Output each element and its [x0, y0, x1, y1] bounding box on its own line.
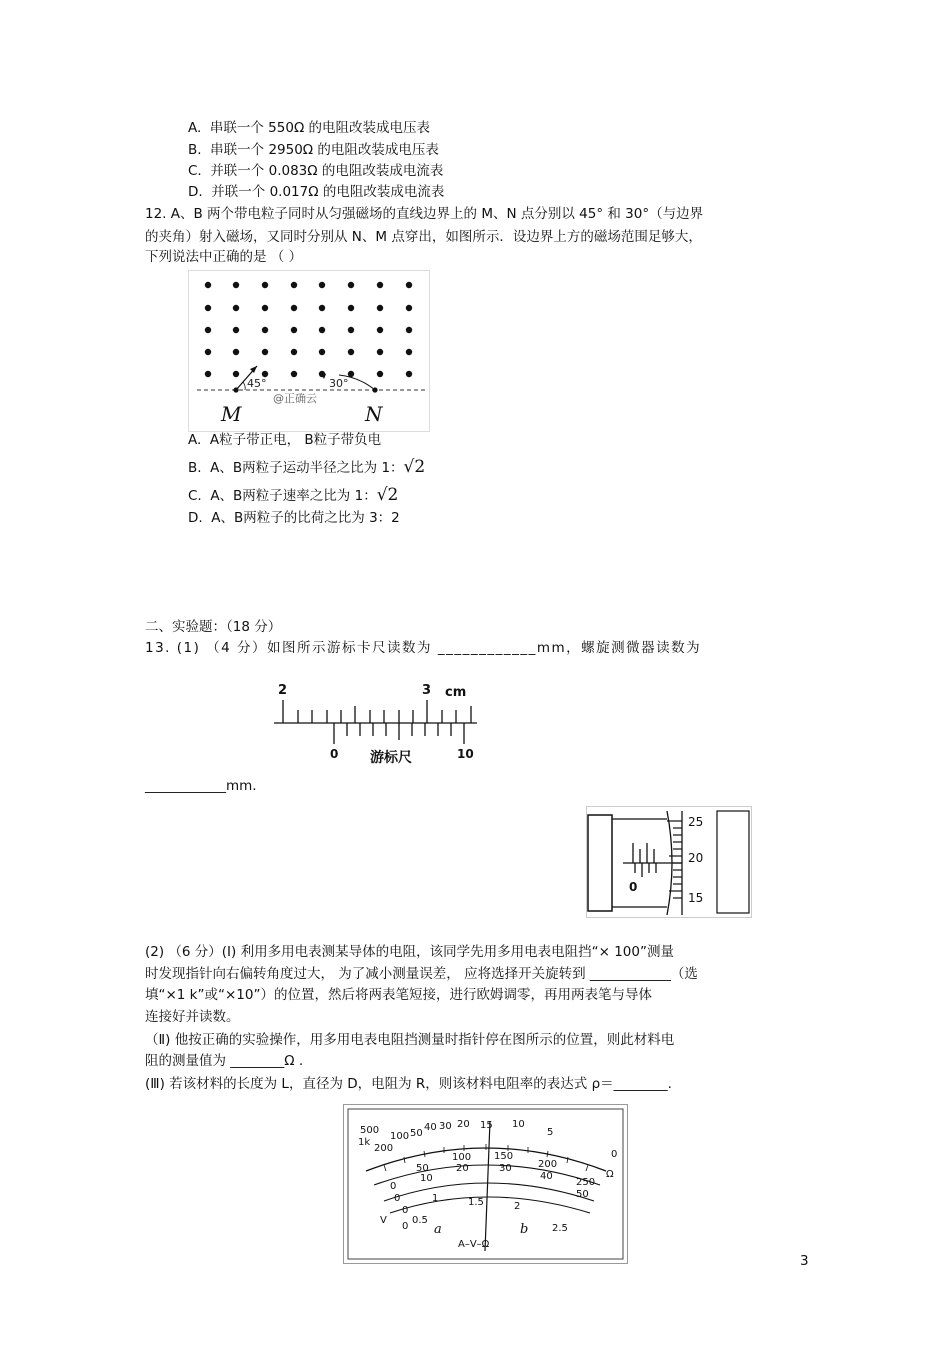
ohm-1k: 1k — [358, 1137, 371, 1148]
low-1: 1 — [432, 1193, 439, 1204]
q13-part2-line2: 时发现指针向右偏转角度过大， 为了减小测量误差， 应将选择开关旋转到 ____________（选 — [145, 966, 698, 982]
ohm-100: 100 — [390, 1131, 410, 1142]
q12-stem-line2: 的夹角）射入磁场，又同时分别从 N、M 点穿出，如图所示．设边界上方的磁场范围足够大， — [145, 229, 702, 245]
point-m-label: M — [221, 402, 242, 426]
q12-stem-line3: 下列说法中正确的是 （ ） — [145, 249, 303, 265]
point-n-label: N — [365, 402, 383, 426]
meter-label-a: a — [434, 1222, 442, 1237]
dc-0: 0 — [390, 1181, 397, 1192]
main-scale-ticks — [283, 700, 471, 723]
option-text: A粒子带正电， B粒子带负电 — [209, 432, 382, 448]
ohm-50: 50 — [410, 1128, 423, 1139]
option-letter: D. — [188, 184, 203, 200]
dc-50: 50 — [416, 1163, 429, 1174]
caliper-diagram — [252, 676, 482, 772]
v-0-5: 0.5 — [412, 1215, 428, 1226]
main-scale-2: 2 — [278, 683, 288, 698]
angle-30-label: 30° — [329, 377, 349, 390]
option-letter: B. — [188, 142, 202, 158]
q11-option-c — [188, 162, 443, 180]
q13-part2-line7: (Ⅲ) 若该材料的长度为 L，直径为 D，电阻为 R，则该材料电阻率的表达式 ρ＝________. — [145, 1076, 672, 1092]
micrometer-diagram — [587, 807, 751, 917]
dc-200: 200 — [538, 1159, 558, 1170]
mid-20: 20 — [456, 1163, 469, 1174]
option-text: A、B两粒子的比荷之比为 3：2 — [211, 510, 400, 526]
mid-30: 30 — [499, 1163, 512, 1174]
micrometer-figure — [586, 806, 752, 918]
micrometer-zero: 0 — [629, 880, 638, 894]
option-letter: C. — [188, 488, 202, 504]
sleeve-ticks — [633, 843, 656, 877]
q13-part2-line3: 填“×1 k”或“×10”）的位置，然后将两表笔短接，进行欧姆调零，再用两表笔与导体 — [145, 987, 652, 1003]
option-text: 并联一个 0.017Ω 的电阻改装成电流表 — [211, 184, 445, 200]
micrometer-15: 15 — [688, 891, 704, 905]
vernier-0: 0 — [330, 747, 339, 761]
option-text: A、B两粒子速率之比为 1： — [210, 488, 377, 504]
multimeter-diagram — [344, 1105, 627, 1263]
dc-150: 150 — [494, 1151, 514, 1162]
dc-250: 250 — [576, 1177, 596, 1188]
q11-option-a — [188, 119, 430, 137]
ohm-10: 10 — [512, 1119, 525, 1130]
option-letter: B. — [188, 460, 202, 476]
mid-10: 10 — [420, 1173, 433, 1184]
q12-option-c — [188, 486, 398, 505]
vernier-caliper-figure — [252, 676, 482, 772]
page-number: 3 — [800, 1253, 809, 1269]
thimble-ticks — [667, 821, 682, 898]
watermark: @正确云 — [273, 392, 317, 405]
q12-option-a — [188, 431, 381, 449]
option-text: 串联一个 550Ω 的电阻改装成电压表 — [209, 120, 431, 136]
q13-part2-line5: （Ⅱ) 他按正确的实验操作，用多用电表电阻挡测量时指针停在图所示的位置，则此材料电 — [145, 1032, 675, 1048]
multimeter-dial-figure — [343, 1104, 628, 1264]
ohm-symbol: Ω — [606, 1169, 614, 1180]
section-title: 二、实验题：（18 分） — [145, 619, 282, 635]
option-letter: C. — [188, 163, 202, 179]
meter-bottom-label: A–V–Ω — [458, 1239, 490, 1250]
q12-option-d — [188, 509, 400, 527]
ohm-500: 500 — [360, 1125, 380, 1136]
ohm-0: 0 — [611, 1149, 618, 1160]
q12-option-b — [188, 458, 425, 477]
low-1-5: 1.5 — [468, 1197, 484, 1208]
q13-part2-line6: 阻的测量值为 ________Ω . — [145, 1053, 304, 1069]
ohm-15: 15 — [480, 1120, 493, 1131]
mid-40: 40 — [540, 1171, 553, 1182]
q12-stem-line1: 12. A、B 两个带电粒子同时从匀强磁场的直线边界上的 M、N 点分别以 45° 和 30°（与边界 — [145, 206, 704, 222]
ohm-200: 200 — [374, 1143, 394, 1154]
ohm-5: 5 — [547, 1127, 554, 1138]
ohm-30: 30 — [439, 1121, 452, 1132]
q13-part2-line4: 连接好并读数。 — [145, 1009, 240, 1025]
q13-part1-line: 13. (1) （4 分）如图所示游标卡尺读数为 ____________mm，螺旋测微器读数为 — [145, 640, 702, 656]
sqrt-two: √2 — [403, 457, 426, 477]
option-letter: A. — [188, 432, 202, 448]
q11-option-d — [188, 183, 444, 201]
unit-cm: cm — [445, 685, 467, 700]
angle-45-label: 45° — [247, 377, 267, 390]
mid-0: 0 — [394, 1193, 401, 1204]
main-scale-3: 3 — [422, 683, 432, 698]
dc-100: 100 — [452, 1152, 472, 1163]
q13-part1-continuation: ____________mm. — [145, 778, 257, 794]
v-0: 0 — [402, 1221, 409, 1232]
mid-50: 50 — [576, 1189, 589, 1200]
low-2-5: 2.5 — [552, 1223, 568, 1234]
vernier-scale-ticks — [334, 723, 464, 744]
field-diagram — [189, 271, 429, 431]
sqrt-two: √2 — [376, 485, 399, 505]
vernier-10: 10 — [457, 747, 474, 761]
option-text: A、B两粒子运动半径之比为 1： — [210, 460, 404, 476]
field-dots — [205, 282, 412, 377]
micrometer-20: 20 — [688, 851, 704, 865]
q11-option-b — [188, 141, 439, 159]
low-0: 0 — [402, 1205, 409, 1216]
option-letter: A. — [188, 120, 202, 136]
option-text: 串联一个 2950Ω 的电阻改装成电压表 — [210, 142, 439, 158]
magnetic-field-figure — [188, 270, 430, 432]
ohm-40: 40 — [424, 1122, 437, 1133]
option-text: 并联一个 0.083Ω 的电阻改装成电流表 — [210, 163, 444, 179]
v-label: V — [380, 1215, 387, 1226]
q13-part2-line1: (2) （6 分）(Ⅰ) 利用多用电表测某导体的电阻，该同学先用多用电表电阻挡“× 100”测量 — [145, 944, 674, 960]
option-letter: D. — [188, 510, 203, 526]
meter-label-b: b — [520, 1222, 529, 1237]
low-2: 2 — [514, 1201, 521, 1212]
micrometer-25: 25 — [688, 815, 704, 829]
ohm-20: 20 — [457, 1119, 470, 1130]
vernier-caption: 游标尺 — [370, 750, 412, 766]
